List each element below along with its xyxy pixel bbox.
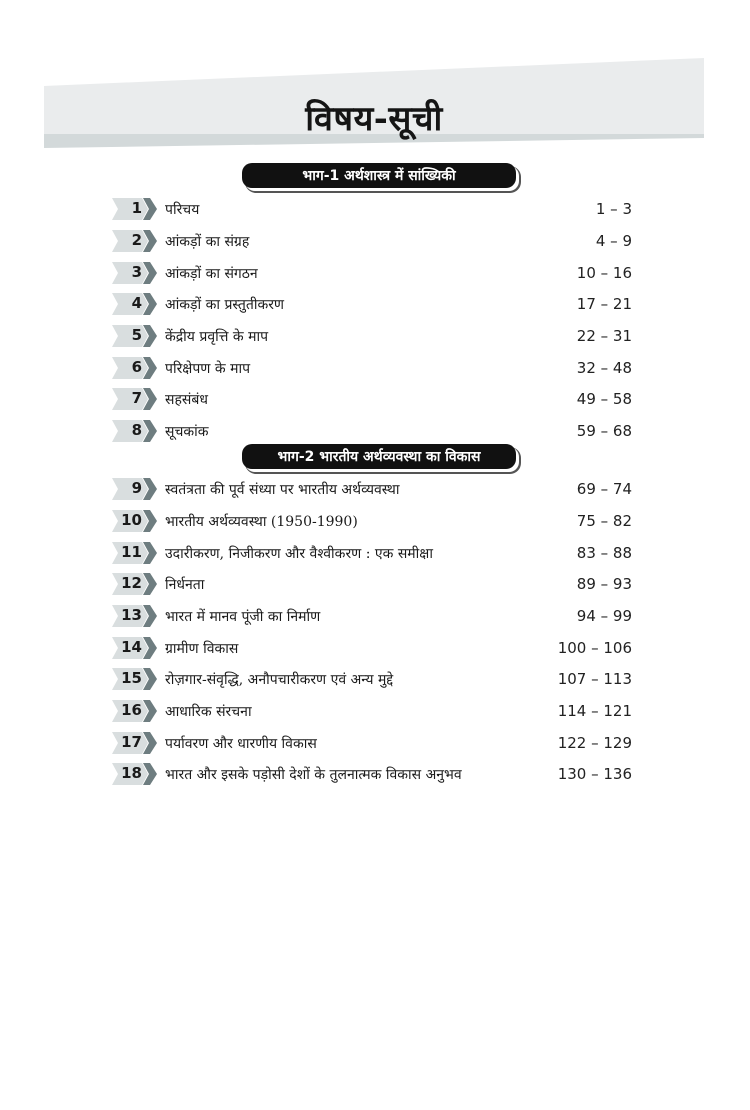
chapter-number: 9 [131,479,142,497]
toc-row-chapter-1[interactable] [112,198,632,220]
chapter-pages: 4 – 9 [595,232,632,250]
chapter-number: 10 [121,511,142,529]
chapter-number: 8 [131,421,142,439]
chapter-chevron-icon [112,293,158,315]
chapter-title[interactable]: आधारिक संरचना [165,703,252,720]
title-banner [44,58,704,150]
chapter-pages: 107 – 113 [557,670,632,688]
toc-row-chapter-6[interactable] [112,357,632,379]
chapter-number: 13 [121,606,142,624]
chapter-pages: 32 – 48 [576,359,632,377]
chapter-number: 4 [131,294,142,312]
chapter-number: 16 [121,701,142,719]
chapter-number: 15 [121,669,142,687]
chapter-pages: 100 – 106 [557,639,632,657]
chapter-number: 6 [131,358,142,376]
chapter-title[interactable]: रोज़गार-संवृद्धि, अनौपचारीकरण एवं अन्य मुद्दे [165,671,394,688]
chapter-chevron-icon [112,732,158,754]
toc-row-chapter-16[interactable] [112,700,632,722]
chapter-title[interactable]: भारतीय अर्थव्यवस्था (1950-1990) [165,513,358,530]
chapter-title[interactable]: केंद्रीय प्रवृत्ति के माप [165,328,269,345]
part-2-header: भाग-2 भारतीय अर्थव्यवस्था का विकास [242,444,516,469]
chapter-title[interactable]: आंकड़ों का प्रस्तुतीकरण [165,296,285,313]
chapter-title[interactable]: भारत और इसके पड़ोसी देशों के तुलनात्मक विकास अनुभव [165,766,462,783]
toc-row-chapter-8[interactable] [112,420,632,442]
chapter-pages: 49 – 58 [576,390,632,408]
chapter-chevron-icon [112,420,158,442]
chapter-number: 1 [131,199,142,217]
chapter-pages: 17 – 21 [576,295,632,313]
chapter-pages: 130 – 136 [557,765,632,783]
chapter-pages: 89 – 93 [576,575,632,593]
chapter-title[interactable]: परिक्षेपण के माप [165,360,251,377]
chapter-chevron-icon [112,700,158,722]
chapter-title[interactable]: स्वतंत्रता की पूर्व संध्या पर भारतीय अर्थव्यवस्था [165,481,400,498]
chapter-pages: 94 – 99 [576,607,632,625]
toc-row-chapter-17[interactable] [112,732,632,754]
chapter-chevron-icon [112,637,158,659]
toc-row-chapter-15[interactable] [112,668,632,690]
chapter-number: 14 [121,638,142,656]
toc-row-chapter-12[interactable] [112,573,632,595]
page-title: विषय-सूची [305,99,443,139]
chapter-number: 2 [131,231,142,249]
chapter-pages: 75 – 82 [576,512,632,530]
chapter-number: 17 [121,733,142,751]
chapter-title[interactable]: उदारीकरण, निजीकरण और वैश्वीकरण : एक समीक्षा [165,545,433,562]
chapter-pages: 69 – 74 [576,480,632,498]
chapter-pages: 114 – 121 [557,702,632,720]
chapter-title[interactable]: सूचकांक [165,423,209,440]
part-1-header: भाग-1 अर्थशास्त्र में सांख्यिकी [242,163,516,188]
chapter-chevron-icon [112,198,158,220]
chapter-chevron-icon [112,573,158,595]
chapter-title[interactable]: परिचय [165,201,200,218]
chapter-number: 5 [131,326,142,344]
chapter-title[interactable]: आंकड़ों का संग्रह [165,233,250,250]
chapter-title[interactable]: पर्यावरण और धारणीय विकास [165,735,317,752]
chapter-title[interactable]: ग्रामीण विकास [165,640,239,657]
toc-row-chapter-9[interactable] [112,478,632,500]
chapter-title[interactable]: सहसंबंध [165,391,208,408]
toc-row-chapter-13[interactable] [112,605,632,627]
chapter-number: 3 [131,263,142,281]
chapter-title[interactable]: निर्धनता [165,576,205,593]
chapter-chevron-icon [112,605,158,627]
toc-row-chapter-11[interactable] [112,542,632,564]
chapter-pages: 10 – 16 [576,264,632,282]
chapter-chevron-icon [112,325,158,347]
chapter-number: 11 [121,543,142,561]
chapter-chevron-icon [112,388,158,410]
toc-row-chapter-3[interactable] [112,262,632,284]
toc-row-chapter-14[interactable] [112,637,632,659]
chapter-chevron-icon [112,262,158,284]
chapter-chevron-icon [112,230,158,252]
chapter-pages: 59 – 68 [576,422,632,440]
chapter-pages: 122 – 129 [557,734,632,752]
chapter-chevron-icon [112,763,158,785]
chapter-pages: 1 – 3 [595,200,632,218]
chapter-number: 18 [121,764,142,782]
chapter-chevron-icon [112,668,158,690]
toc-row-chapter-10[interactable] [112,510,632,532]
chapter-title[interactable]: भारत में मानव पूंजी का निर्माण [165,608,321,625]
chapter-pages: 83 – 88 [576,544,632,562]
toc-row-chapter-18[interactable] [112,763,632,785]
toc-row-chapter-4[interactable] [112,293,632,315]
chapter-pages: 22 – 31 [576,327,632,345]
toc-row-chapter-2[interactable] [112,230,632,252]
chapter-title[interactable]: आंकड़ों का संगठन [165,265,258,282]
chapter-chevron-icon [112,478,158,500]
toc-row-chapter-7[interactable] [112,388,632,410]
chapter-chevron-icon [112,510,158,532]
chapter-chevron-icon [112,357,158,379]
chapter-number: 7 [131,389,142,407]
chapter-chevron-icon [112,542,158,564]
chapter-number: 12 [121,574,142,592]
toc-row-chapter-5[interactable] [112,325,632,347]
